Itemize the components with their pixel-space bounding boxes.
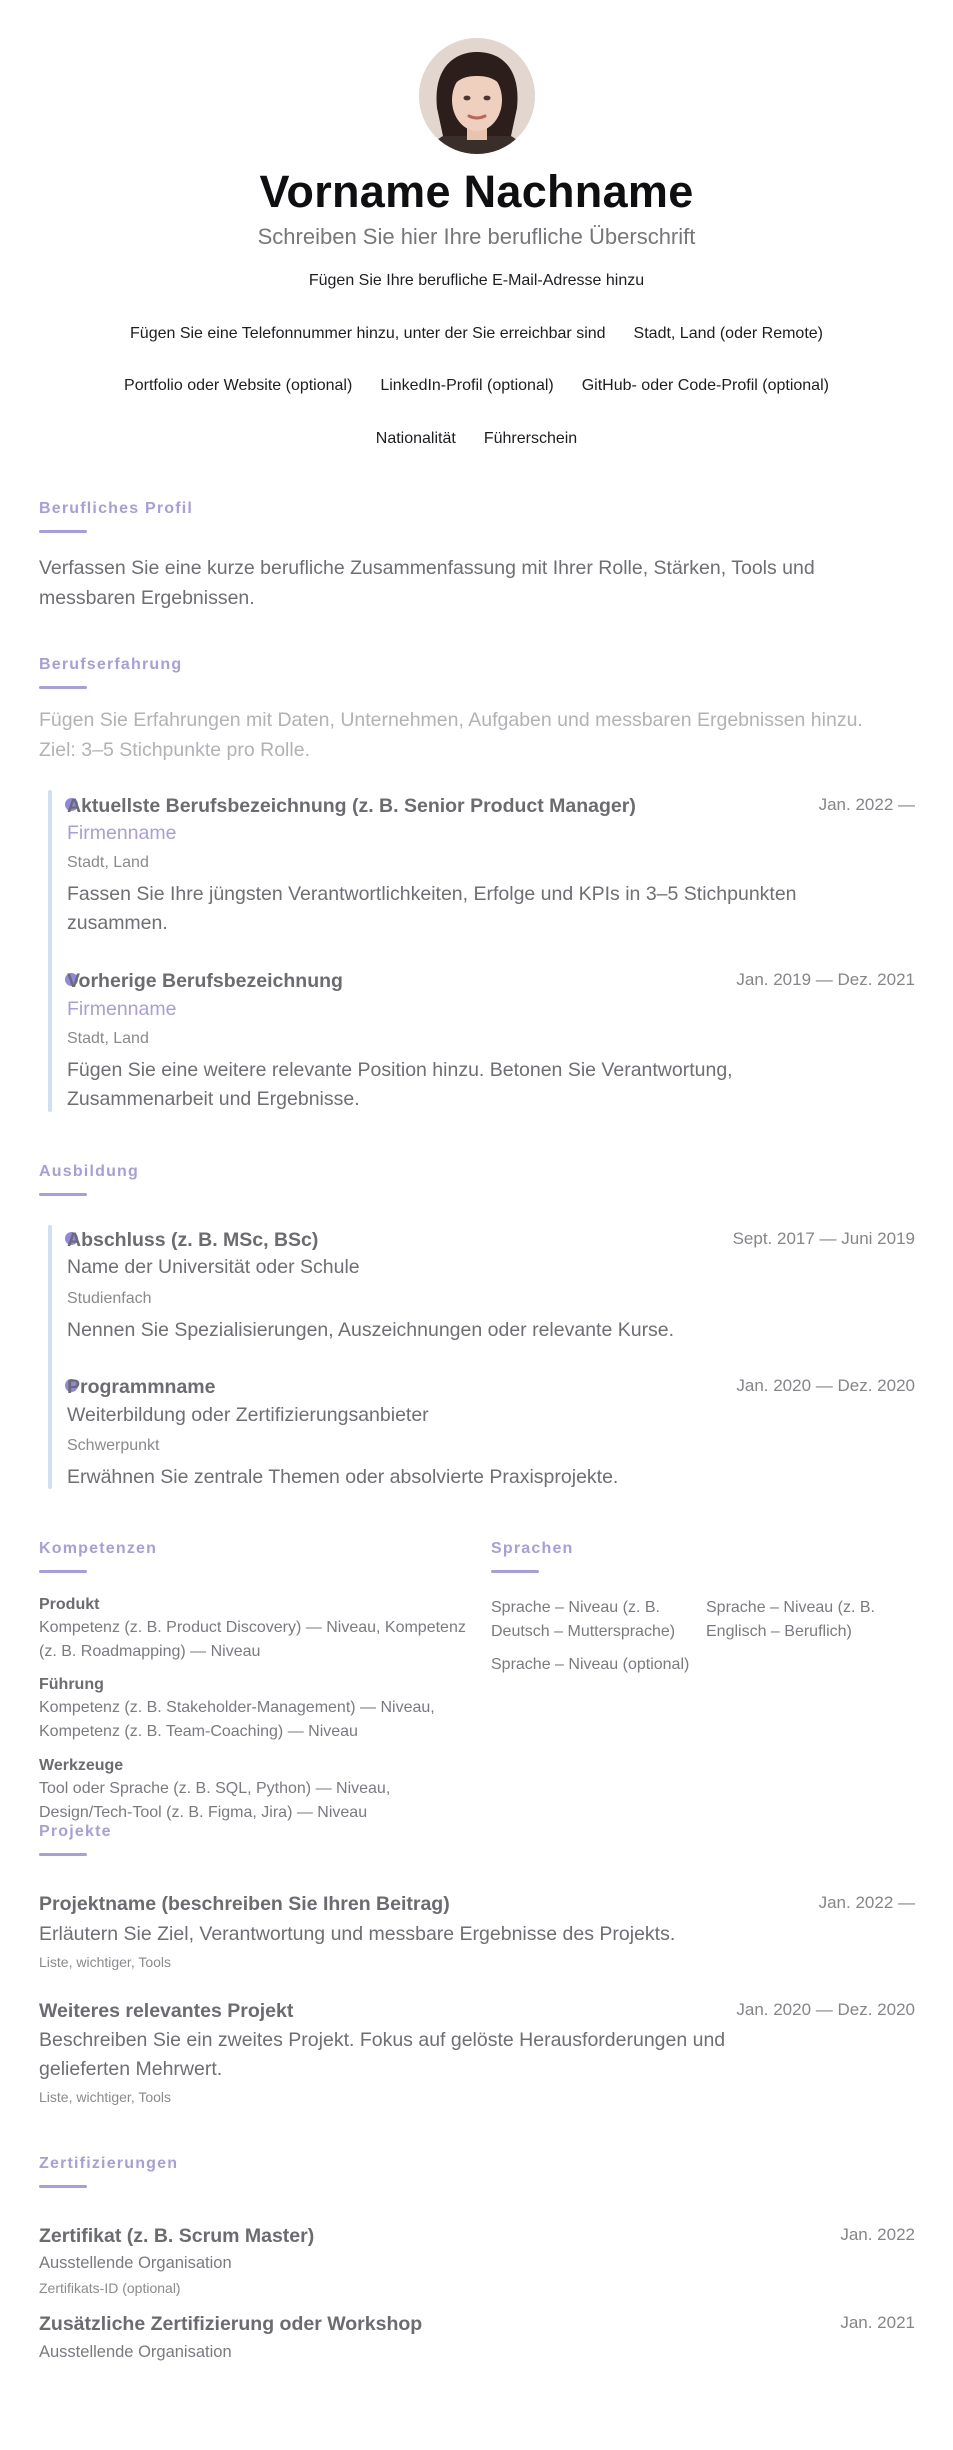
- skill-group-text: Kompetenz (z. B. Stakeholder-Management) — Niveau, Kompetenz (z. B. Team-Coaching) — Niveau: [39, 1699, 435, 1740]
- profile-summary: Verfassen Sie eine kurze berufliche Zusammenfassung mit Ihrer Rolle, Stärken, Tools und messbaren Ergebnissen.: [39, 557, 815, 609]
- certification-org: Ausstellende Organisation: [39, 2254, 232, 2272]
- avatar: [419, 38, 535, 154]
- education-section-title: Ausbildung: [39, 1163, 139, 1180]
- languages-section-rule: [491, 1570, 539, 1573]
- certification-id: Zertifikats-ID (optional): [39, 2280, 181, 2296]
- certification-name: Zertifikat (z. B. Scrum Master): [39, 2225, 315, 2247]
- skills-section-title: Kompetenzen: [39, 1540, 158, 1557]
- certifications-section-title: Zertifizierungen: [39, 2155, 179, 2172]
- education-date: Jan. 2020 — Dez. 2020: [736, 1376, 915, 1395]
- education-timeline: [48, 1225, 52, 1489]
- skill-group-text: Kompetenz (z. B. Product Discovery) — Niveau, Kompetenz (z. B. Roadmapping) — Niveau: [39, 1619, 466, 1660]
- experience-description: Fassen Sie Ihre jüngsten Verantwortlichkeiten, Erfolge und KPIs in 3–5 Stichpunkten zusammen.: [67, 883, 797, 934]
- languages-section-title: Sprachen: [491, 1540, 574, 1557]
- contact-row-personal: [0, 430, 953, 448]
- contact-row-phone-location: [0, 325, 953, 343]
- project-description: Beschreiben Sie ein zweites Projekt. Fokus auf gelöste Herausforderungen und gelieferten Mehrwert.: [39, 2029, 726, 2080]
- education-degree: Abschluss (z. B. MSc, BSc): [67, 1229, 319, 1251]
- education-date: Sept. 2017 — Juni 2019: [732, 1229, 915, 1248]
- experience-date: Jan. 2022 —: [818, 795, 915, 814]
- email-link[interactable]: Fügen Sie Ihre berufliche E-Mail-Adresse hinzu: [308, 272, 645, 289]
- certification-date: Jan. 2022: [840, 2225, 915, 2244]
- nationality-text: Nationalität: [375, 430, 456, 447]
- location-text: Stadt, Land (oder Remote): [633, 325, 823, 342]
- project-name: Projektname (beschreiben Sie Ihren Beitrag): [39, 1893, 450, 1915]
- certification-date: Jan. 2021: [840, 2313, 915, 2332]
- education-section-rule: [39, 1193, 87, 1196]
- education-description: Nennen Sie Spezialisierungen, Auszeichnungen oder relevante Kurse.: [67, 1319, 675, 1341]
- headline: Schreiben Sie hier Ihre berufliche Überschrift: [257, 224, 696, 249]
- linkedin-link[interactable]: LinkedIn-Profil (optional): [380, 377, 554, 394]
- certifications-section-rule: [39, 2185, 87, 2188]
- experience-date: Jan. 2019 — Dez. 2021: [736, 970, 915, 989]
- language-item: Sprache – Niveau (z. B. Englisch – Beruflich): [706, 1599, 875, 1640]
- skill-group-title: Produkt: [39, 1596, 100, 1613]
- education-field: Schwerpunkt: [67, 1437, 160, 1454]
- project-description: Erläutern Sie Ziel, Verantwortung und messbare Ergebnisse des Projekts.: [39, 1923, 676, 1945]
- experience-role: Vorherige Berufsbezeichnung: [67, 970, 343, 992]
- certification-name: Zusätzliche Zertifizierung oder Workshop: [39, 2313, 423, 2335]
- profile-section-rule: [39, 530, 87, 533]
- language-item: Sprache – Niveau (z. B. Deutsch – Muttersprache): [491, 1599, 676, 1640]
- skill-group-title: Werkzeuge: [39, 1757, 124, 1774]
- experience-hint: Fügen Sie Erfahrungen mit Daten, Unternehmen, Aufgaben und messbaren Ergebnissen hinzu. Ziel: 3–5 Stichpunkte pro Rolle.: [39, 709, 863, 761]
- experience-role: Aktuellste Berufsbezeichnung (z. B. Senior Product Manager): [67, 795, 636, 817]
- experience-location: Stadt, Land: [67, 1030, 149, 1047]
- profile-section-title: Berufliches Profil: [39, 500, 194, 517]
- projects-section-title: Projekte: [39, 1823, 112, 1840]
- experience-timeline: [48, 790, 52, 1112]
- license-text: Führerschein: [483, 430, 578, 447]
- education-field: Studienfach: [67, 1290, 152, 1307]
- skill-group-text: Tool oder Sprache (z. B. SQL, Python) — Niveau, Design/Tech-Tool (z. B. Figma, Jira) — Niveau: [39, 1780, 391, 1821]
- experience-company: Firmenname: [67, 822, 177, 844]
- contact-row-links: [0, 377, 953, 395]
- full-name: Vorname Nachname: [259, 166, 694, 217]
- certification-org: Ausstellende Organisation: [39, 2343, 232, 2361]
- education-institution: Weiterbildung oder Zertifizierungsanbieter: [67, 1404, 429, 1426]
- portrait-image: [419, 38, 535, 154]
- education-degree: Programmname: [67, 1376, 216, 1398]
- project-tags: Liste, wichtiger, Tools: [39, 2089, 172, 2105]
- experience-location: Stadt, Land: [67, 854, 149, 871]
- phone-link[interactable]: Fügen Sie eine Telefonnummer hinzu, unter der Sie erreichbar sind: [130, 325, 606, 342]
- contact-row-email: [0, 272, 953, 290]
- experience-section-rule: [39, 686, 87, 689]
- experience-description: Fügen Sie eine weitere relevante Position hinzu. Betonen Sie Verantwortung, Zusammenarbeit und Ergebnisse.: [67, 1059, 733, 1110]
- experience-company: Firmenname: [67, 998, 177, 1020]
- project-date: Jan. 2020 — Dez. 2020: [736, 2000, 915, 2019]
- language-item: Sprache – Niveau (optional): [491, 1656, 690, 1673]
- skill-group-title: Führung: [39, 1676, 104, 1693]
- education-institution: Name der Universität oder Schule: [67, 1256, 360, 1278]
- github-link[interactable]: GitHub- oder Code-Profil (optional): [581, 377, 829, 394]
- project-name: Weiteres relevantes Projekt: [39, 2000, 294, 2022]
- experience-section-title: Berufserfahrung: [39, 656, 183, 673]
- portfolio-link[interactable]: Portfolio oder Website (optional): [124, 377, 353, 394]
- project-date: Jan. 2022 —: [818, 1893, 915, 1912]
- project-tags: Liste, wichtiger, Tools: [39, 1954, 172, 1970]
- education-description: Erwähnen Sie zentrale Themen oder absolvierte Praxisprojekte.: [67, 1466, 619, 1488]
- skills-section-rule: [39, 1570, 87, 1573]
- projects-section-rule: [39, 1853, 87, 1856]
